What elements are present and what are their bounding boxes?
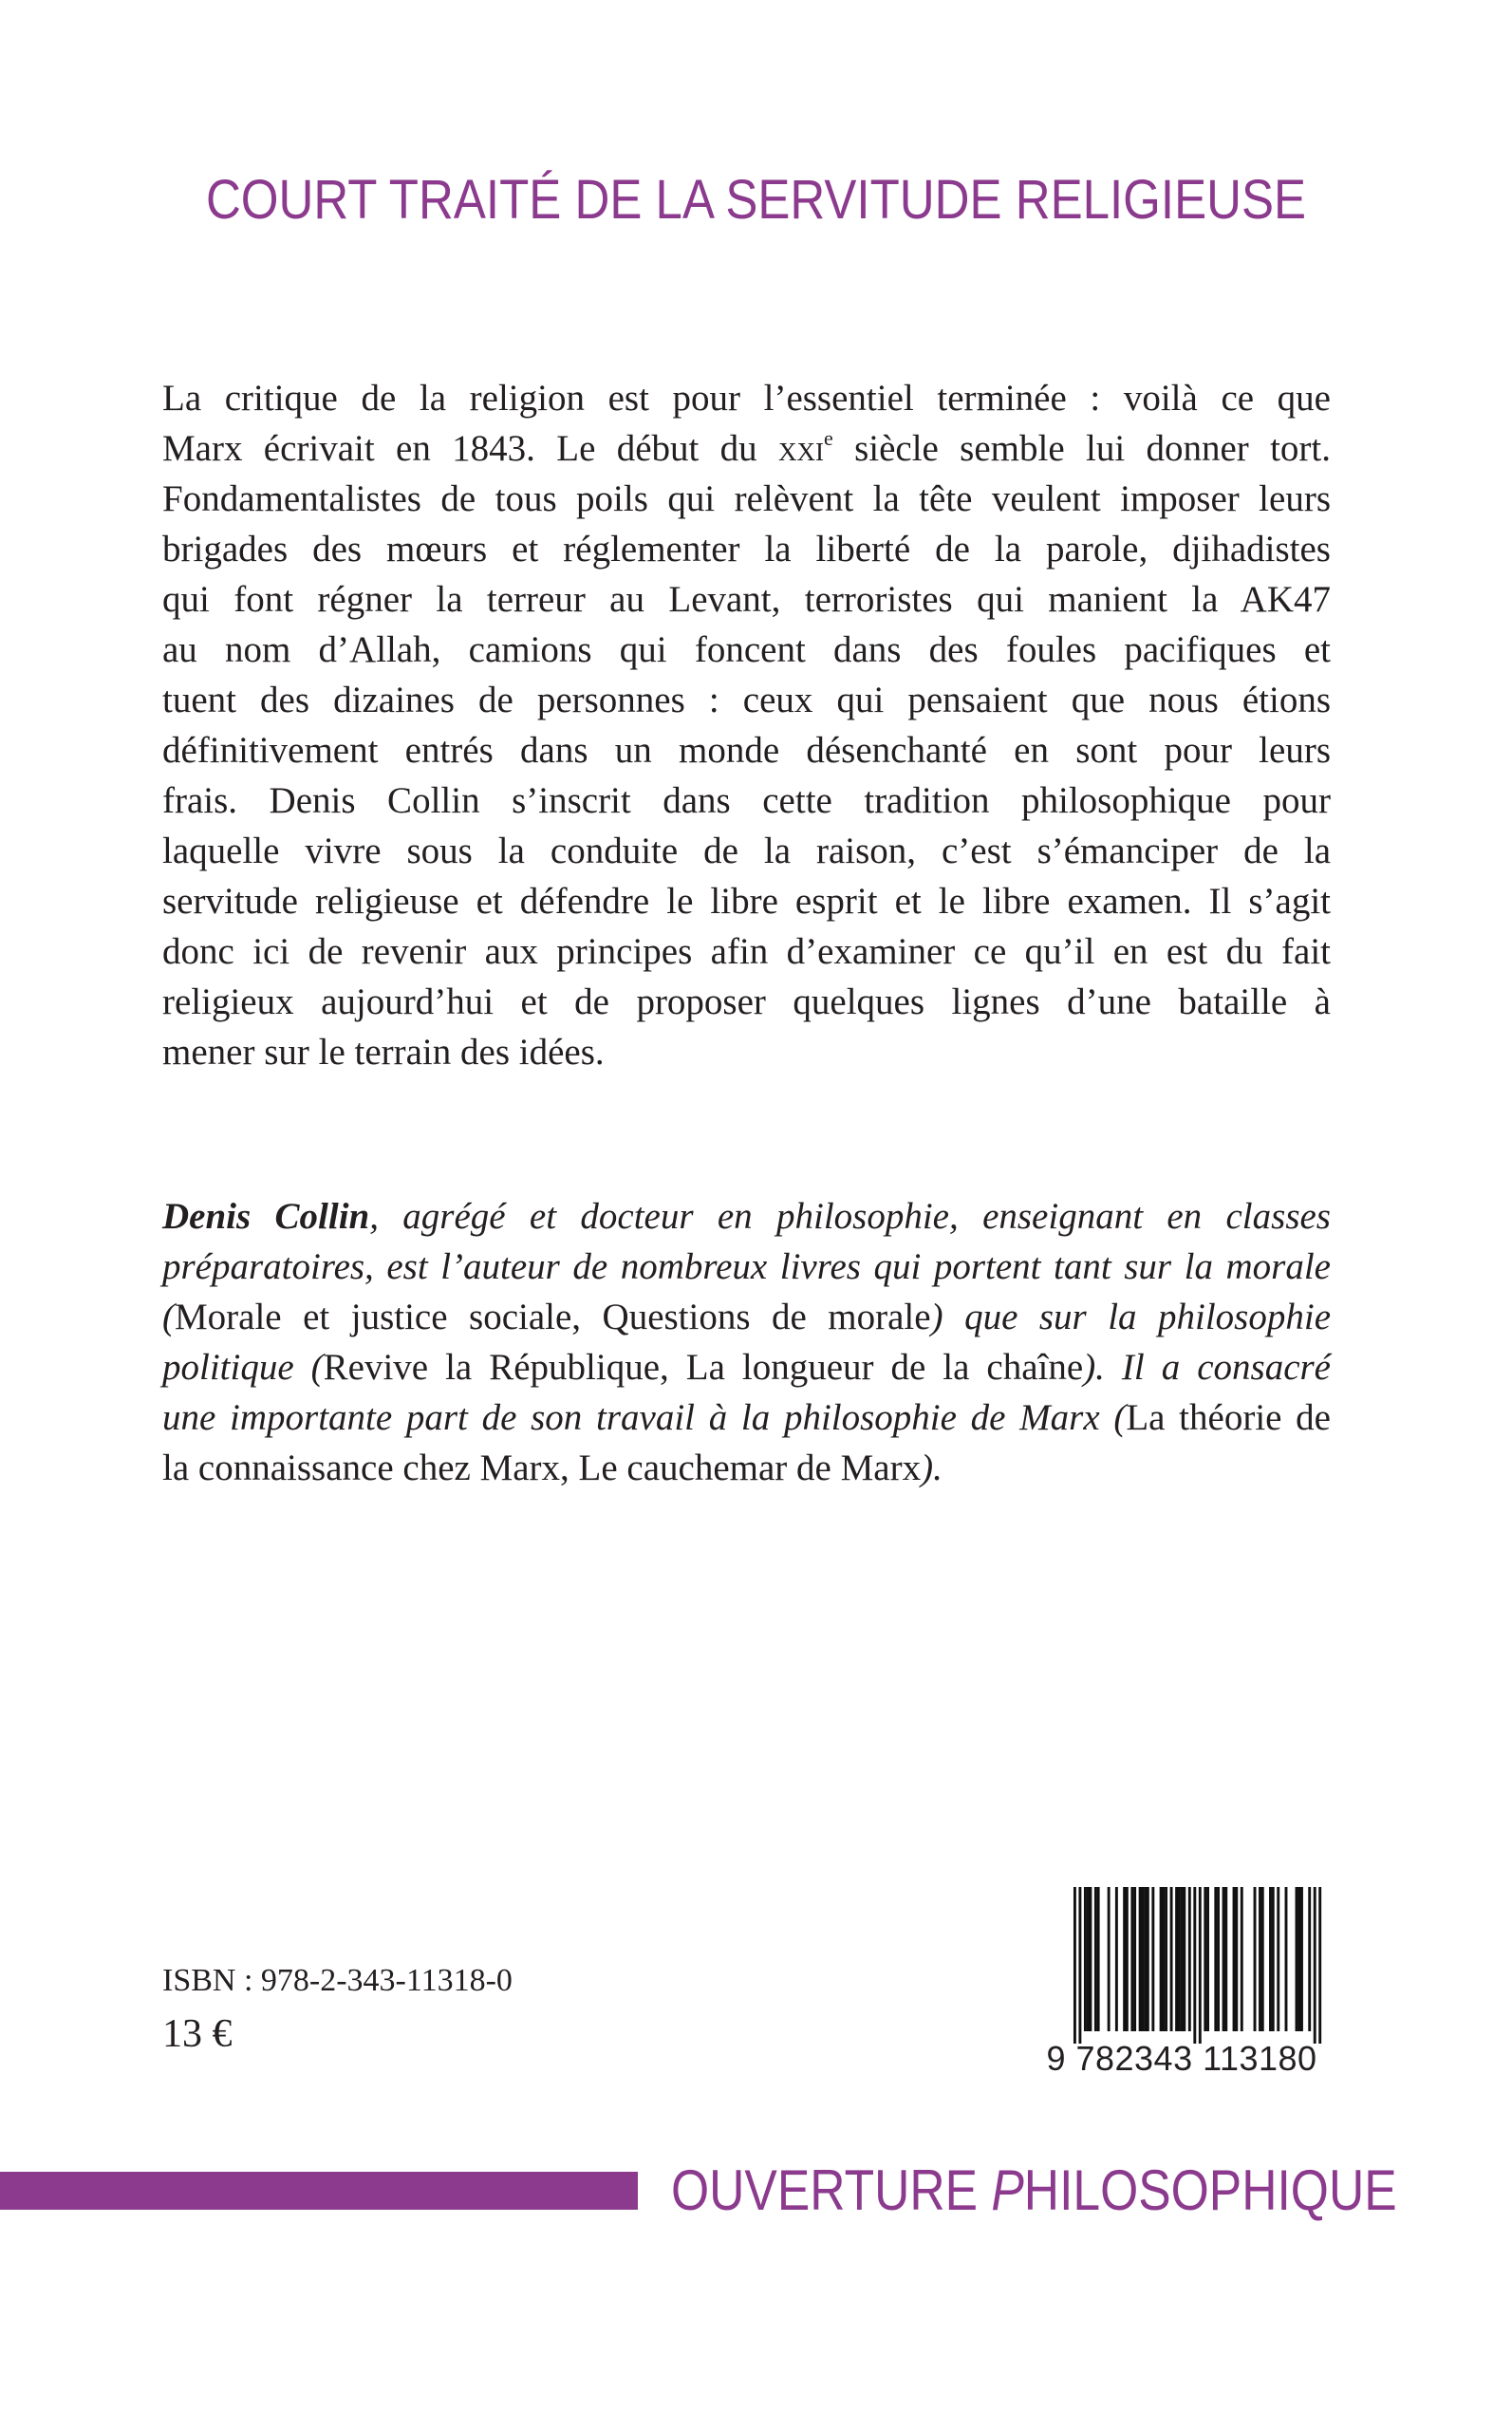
bio-line: préparatoires, est l’auteur de nombreux livres qui portent tant sur la morale (162, 1246, 1331, 1287)
summary-line: donc ici de revenir aux principes afin d’examiner ce qu’il en est du fait (162, 931, 1331, 972)
barcode-bar (1254, 1887, 1257, 2031)
summary-line: définitivement entrés dans un monde désenchanté en sont pour leurs (162, 730, 1331, 771)
summary-line: tuent des dizaines de personnes : ceux qui pensaient que nous étions (162, 680, 1331, 720)
barcode-bar (1139, 1887, 1142, 2031)
barcode-bar (1087, 1887, 1090, 2031)
summary-line: Fondamentalistes de tous poils qui relèvent la tête veulent imposer leurs (162, 478, 1331, 519)
summary-line: qui font régner la terreur au Levant, terroristes qui manient la AK47 (162, 579, 1331, 620)
barcode-bar (1126, 1887, 1129, 2031)
barcode-bar (1233, 1887, 1236, 2031)
barcode-bar (1199, 1887, 1202, 2044)
barcode-bar (1181, 1887, 1184, 2031)
bio-line: la connaissance chez Marx, Le cauchemar de Marx). (162, 1448, 943, 1488)
barcode-bar (1193, 1887, 1196, 2044)
barcode-bar (1097, 1887, 1100, 2031)
barcode-bar (1151, 1887, 1154, 2031)
barcode-bar (1241, 1887, 1243, 2031)
book-titles: Revive la République, La longueur de la chaîne (323, 1347, 1084, 1388)
barcode-bar (1204, 1887, 1206, 2031)
barcode-bar (1123, 1887, 1126, 2031)
barcode-bar (1141, 1887, 1144, 2031)
barcode-bar (1094, 1887, 1097, 2031)
barcode (1032, 1887, 1332, 2080)
barcode-bar (1277, 1887, 1279, 2031)
barcode-bar (1285, 1887, 1288, 2031)
barcode-bar (1261, 1887, 1264, 2031)
book-title: COURT TRAITÉ DE LA SERVITUDE RELIGIEUSE (205, 169, 1307, 231)
barcode-bar (1308, 1887, 1311, 2031)
barcode-bar (1073, 1887, 1076, 2044)
barcode-bar (1183, 1887, 1185, 2031)
bio-line: (Morale et justice sociale, Questions de morale) que sur la philosophie (162, 1297, 1332, 1337)
barcode-bar (1206, 1887, 1209, 2031)
barcode-bar (1160, 1887, 1163, 2031)
barcode-bar (1084, 1887, 1087, 2031)
barcode-digits: 9 782343 113180 (1046, 2039, 1317, 2078)
summary-line: Marx écrivait en 1843. Le début du xxi$^e$ siècle semble lui donner tort. (162, 426, 1331, 469)
summary-line: frais. Denis Collin s’inscrit dans cette tradition philosophique pour (162, 780, 1331, 821)
barcode-bar (1214, 1887, 1217, 2031)
barcode-bar (1224, 1887, 1227, 2031)
barcode-bar (1296, 1887, 1298, 2031)
bio-line: politique (Revive la République, La longueur de la chaîne). Il a consacré (162, 1347, 1331, 1388)
author-name: Denis Collin (162, 1196, 370, 1237)
price-text: 13 € (162, 2012, 233, 2056)
book-titles: Morale et justice sociale, Questions de morale (175, 1297, 931, 1337)
barcode-bar (1108, 1887, 1111, 2031)
summary-line: mener sur le terrain des idées. (162, 1032, 605, 1073)
barcode-bar (1259, 1887, 1261, 2031)
bio-line: une importante part de son travail à la philosophie de Marx (La théorie de (162, 1397, 1331, 1438)
barcode-bar (1175, 1887, 1178, 2031)
summary-line: religieux aujourd’hui et de proposer quelques lignes d’une bataille à (162, 981, 1331, 1022)
barcode-bar (1178, 1887, 1181, 2031)
barcode-bar (1318, 1887, 1321, 2044)
barcode-bar (1272, 1887, 1275, 2031)
isbn-text: ISBN : 978-2-343-11318-0 (162, 1963, 513, 1998)
bio-line: Denis Collin, agrégé et docteur en philosophie, enseignant en classes (162, 1196, 1331, 1237)
barcode-bar (1223, 1887, 1225, 2031)
summary-line: servitude religieuse et défendre le libre esprit et le libre examen. Il s’agit (162, 881, 1331, 922)
summary-paragraph (162, 373, 1331, 1077)
accent-bar (0, 2172, 638, 2210)
barcode-bar (1162, 1887, 1165, 2031)
summary-line: au nom d’Allah, camions qui foncent dans des foules pacifiques et (162, 629, 1331, 670)
barcode-bar (1133, 1887, 1136, 2031)
barcode-bar (1297, 1887, 1300, 2031)
barcode-bar (1300, 1887, 1303, 2031)
summary-line: brigades des mœurs et réglementer la liberté de la parole, djihadistes (162, 529, 1331, 570)
century-numeral: xxi (778, 428, 824, 469)
barcode-bar (1269, 1887, 1272, 2031)
barcode-bar (1078, 1887, 1081, 2044)
barcode-bars (1032, 1887, 1332, 2044)
barcode-bar (1147, 1887, 1149, 2031)
book-titles: La théorie de (1126, 1397, 1331, 1438)
barcode-bar (1170, 1887, 1173, 2031)
barcode-bar (1130, 1887, 1133, 2031)
summary-line: laquelle vivre sous la conduite de la raison, c’est s’émanciper de la (162, 831, 1331, 871)
barcode-bar (1089, 1887, 1092, 2031)
summary-line: La critique de la religion est pour l’essentiel terminée : voilà ce que (162, 378, 1331, 419)
barcode-bar (1165, 1887, 1167, 2031)
barcode-bar (1144, 1887, 1147, 2031)
collection-name: OUVERTURE PHILOSOPHIQUE (671, 2158, 1397, 2222)
barcode-bar (1188, 1887, 1191, 2031)
barcode-bar (1115, 1887, 1118, 2031)
book-titles: la connaissance chez Marx, Le cauchemar de Marx (162, 1448, 922, 1488)
barcode-bar (1314, 1887, 1316, 2044)
barcode-bar (1235, 1887, 1238, 2031)
author-bio (162, 1191, 1331, 1493)
barcode-bar (1217, 1887, 1220, 2031)
